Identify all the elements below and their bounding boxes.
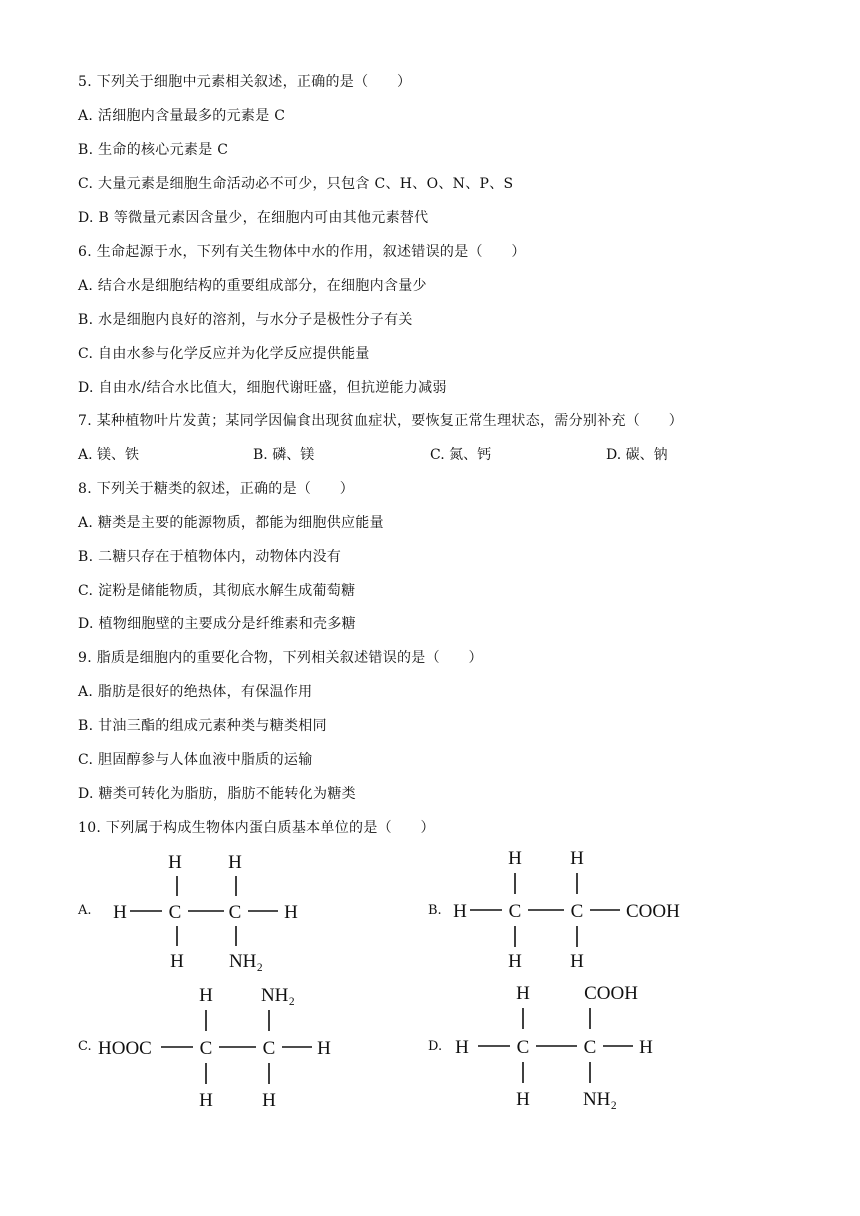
structure-b-bottom-1: H (508, 951, 522, 972)
structure-c-c2: C (262, 1038, 276, 1059)
question-7-stem: 7. 某种植物叶片发黄；某同学因偏食出现贫血症状，要恢复正常生理状态，需分别补充（ ） (78, 413, 684, 429)
question-8-option-b: B. 二糖只存在于植物体内，动物体内没有 (78, 549, 342, 565)
structure-a-bottom-2: NH₂ (228, 951, 264, 972)
structure-d-label: D. (428, 1039, 443, 1054)
structure-c-top-2: NH₂ (260, 985, 296, 1006)
question-9-option-a: A. 脂肪是很好的绝热体，有保温作用 (78, 684, 313, 700)
structure-b-c1: C (508, 901, 522, 922)
question-6-option-a: A. 结合水是细胞结构的重要组成部分，在细胞内含量少 (78, 278, 427, 294)
structure-c-left: HOOC (98, 1038, 152, 1059)
question-9-option-b: B. 甘油三酯的组成元素种类与糖类相同 (78, 718, 327, 734)
structure-c-diagram (78, 983, 368, 1113)
structure-c-top-1: H (199, 985, 213, 1006)
structure-a-bottom-1: H (170, 951, 184, 972)
structure-option-d (428, 981, 688, 1111)
question-6-stem: 6. 生命起源于水，下列有关生物体中水的作用，叙述错误的是（ ） (78, 244, 526, 260)
question-8-stem: 8. 下列关于糖类的叙述，正确的是（ ） (78, 481, 355, 497)
structure-c-bottom-1: H (199, 1090, 213, 1111)
question-5-option-c: C. 大量元素是细胞生命活动必不可少，只包含 C、H、O、N、P、S (78, 176, 514, 192)
question-8-option-a: A. 糖类是主要的能源物质，都能为细胞供应能量 (78, 515, 384, 531)
structure-d-c1: C (516, 1037, 530, 1058)
structure-b-c2: C (570, 901, 584, 922)
structure-d-top-1: H (516, 983, 530, 1004)
structure-a-left: H (113, 902, 127, 923)
structure-b-right: COOH (626, 901, 680, 922)
question-7-option-c: C. 氮、钙 (430, 447, 492, 463)
question-7-option-d: D. 碳、钠 (606, 447, 668, 463)
structure-d-right: H (639, 1037, 653, 1058)
structure-a-top-2: H (228, 852, 242, 873)
question-9-stem: 9. 脂质是细胞内的重要化合物，下列相关叙述错误的是（ ） (78, 650, 483, 666)
structure-a-c1: C (168, 902, 182, 923)
structure-b-label: B. (428, 903, 442, 918)
structure-c-bottom-2: H (262, 1090, 276, 1111)
structure-b-bottom-2: H (570, 951, 584, 972)
question-8-option-c: C. 淀粉是储能物质，其彻底水解生成葡萄糖 (78, 583, 356, 599)
structure-a-label: A. (78, 903, 92, 918)
question-6-option-b: B. 水是细胞内良好的溶剂，与水分子是极性分子有关 (78, 312, 413, 328)
structure-b-top-1: H (508, 848, 522, 869)
structure-c-label: C. (78, 1039, 92, 1054)
question-6-option-c: C. 自由水参与化学反应并为化学反应提供能量 (78, 346, 370, 362)
question-5-option-a: A. 活细胞内含量最多的元素是 C (78, 108, 286, 124)
question-5-stem: 5. 下列关于细胞中元素相关叙述，正确的是（ ） (78, 74, 412, 90)
question-9-option-d: D. 糖类可转化为脂肪，脂肪不能转化为糖类 (78, 786, 356, 802)
structure-c-right: H (317, 1038, 331, 1059)
question-9-option-c: C. 胆固醇参与人体血液中脂质的运输 (78, 752, 313, 768)
question-6-option-d: D. 自由水/结合水比值大，细胞代谢旺盛，但抗逆能力减弱 (78, 380, 447, 396)
question-7-option-a: A. 镁、铁 (78, 447, 140, 463)
structure-d-diagram (428, 981, 688, 1111)
structure-c-c1: C (199, 1038, 213, 1059)
question-10-stem: 10. 下列属于构成生物体内蛋白质基本单位的是（ ） (78, 820, 435, 836)
structure-b-top-2: H (570, 848, 584, 869)
structure-a-top-1: H (168, 852, 182, 873)
structure-b-diagram (428, 846, 718, 971)
structure-d-bottom-1: H (516, 1089, 530, 1110)
question-7-option-b: B. 磷、镁 (253, 447, 315, 463)
structure-d-c2: C (583, 1037, 597, 1058)
structure-a-right: H (284, 902, 298, 923)
question-8-option-d: D. 植物细胞壁的主要成分是纤维素和壳多糖 (78, 616, 356, 632)
question-5-option-d: D. B 等微量元素因含量少，在细胞内可由其他元素替代 (78, 210, 429, 226)
structure-d-bottom-2: NH₂ (582, 1089, 618, 1110)
structure-option-a (78, 848, 338, 973)
structure-option-b (428, 846, 718, 971)
structure-d-left: H (455, 1037, 469, 1058)
structure-option-c (78, 983, 368, 1113)
question-5-option-b: B. 生命的核心元素是 C (78, 142, 229, 158)
structure-b-left: H (453, 901, 467, 922)
structure-d-top-2: COOH (584, 983, 638, 1004)
structure-a-c2: C (228, 902, 242, 923)
structure-a-diagram (78, 848, 338, 973)
